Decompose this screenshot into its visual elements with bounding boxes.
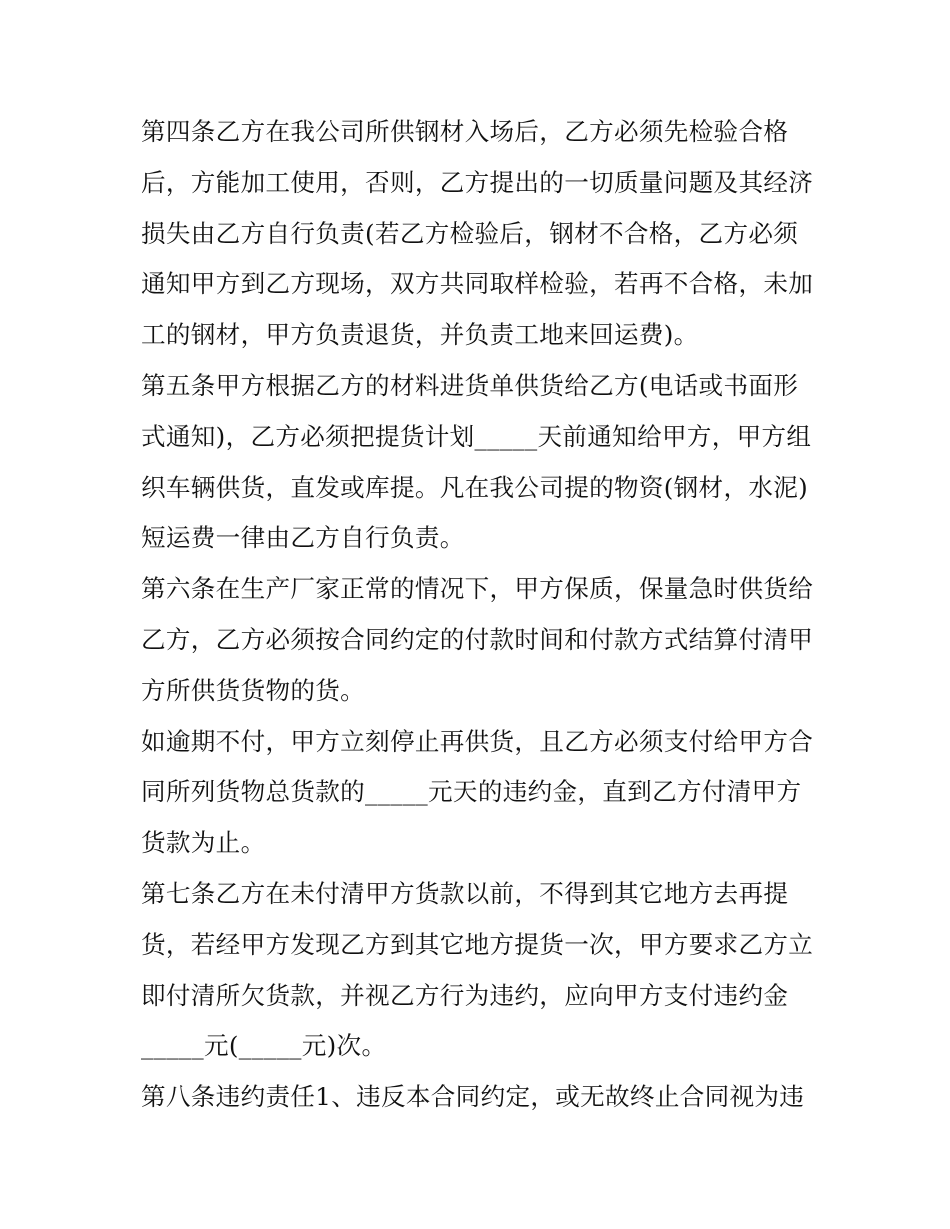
text-line: 损失由乙方自行负责(若乙方检验后，钢材不合格，乙方必须 (141, 218, 799, 248)
text-line: 短运费一律由乙方自行负责。 (141, 523, 465, 553)
text-line: 织车辆供货，直发或库提。凡在我公司提的物资(钢材，水泥) (141, 472, 809, 502)
text-line: 第八条违约责任1、违反本合同约定，或无故终止合同视为违 (141, 1082, 805, 1112)
text-line: 方所供货货物的货。 (141, 675, 366, 705)
document-body (141, 107, 821, 1123)
text-line: 工的钢材，甲方负责退货，并负责工地来回运费)。 (141, 320, 699, 350)
text-line: 第七条乙方在未付清甲方货款以前，不得到其它地方去再提 (141, 878, 789, 908)
text-line: 后，方能加工使用，否则，乙方提出的一切质量问题及其经济 (141, 167, 814, 197)
text-line: 货，若经甲方发现乙方到其它地方提货一次，甲方要求乙方立 (141, 929, 814, 959)
text-line: 如逾期不付，甲方立刻停止再供货，且乙方必须支付给甲方合 (141, 726, 814, 756)
text-line: 即付清所欠货款，并视乙方行为违约，应向甲方支付违约金 (141, 980, 789, 1010)
text-line: 第四条乙方在我公司所供钢材入场后，乙方必须先检验合格 (141, 117, 789, 146)
text-line: 第六条在生产厂家正常的情况下，甲方保质，保量急时供货给 (141, 574, 814, 604)
text-line: 乙方，乙方必须按合同约定的付款时间和付款方式结算付清甲 (141, 624, 814, 654)
text-line: 第五条甲方根据乙方的材料进货单供货给乙方(电话或书面形 (141, 370, 799, 400)
text-line: 同所列货物总货款的_____元天的违约金，直到乙方付清甲方 (141, 777, 802, 807)
text-line: _____元(_____元)次。 (141, 1031, 387, 1061)
text-line: 通知甲方到乙方现场，双方共同取样检验，若再不合格，未加 (141, 269, 814, 299)
text-line: 货款为止。 (141, 828, 266, 858)
text-line: 式通知)，乙方必须把提货计划_____天前通知给甲方，甲方组 (141, 421, 812, 451)
